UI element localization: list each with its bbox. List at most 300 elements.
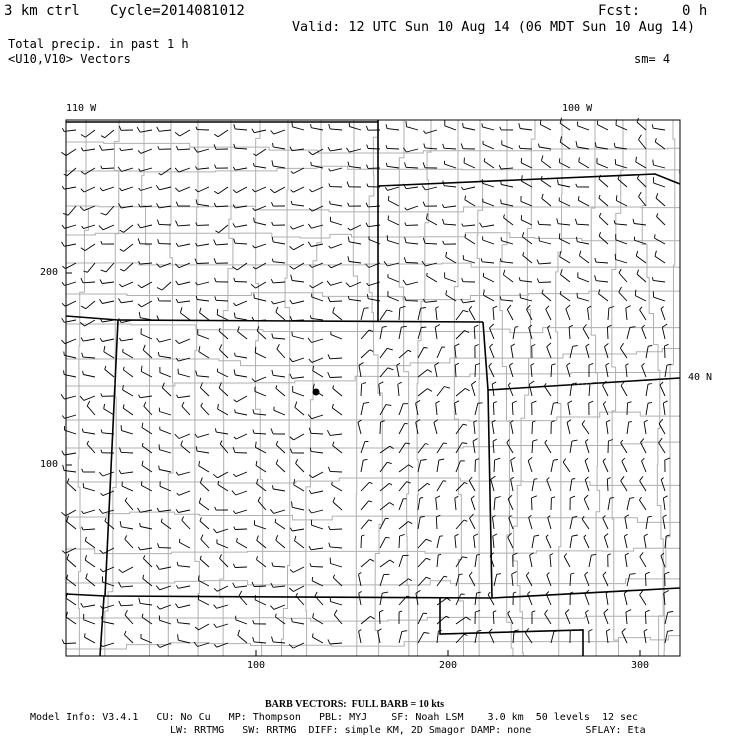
wind-barb — [570, 479, 572, 491]
wind-barb-feather — [642, 458, 645, 461]
wind-barb-feather — [362, 535, 365, 536]
wind-barb-feather — [648, 402, 652, 403]
wind-barb-feather — [367, 283, 369, 286]
wind-barb — [236, 491, 247, 495]
wind-barb — [162, 282, 171, 290]
wind-barb-feather — [585, 572, 588, 575]
wind-barb-feather — [443, 219, 445, 224]
wind-barb-feather — [481, 258, 482, 261]
county-line — [591, 120, 599, 656]
wind-barb-feather — [85, 555, 86, 560]
wind-barb — [83, 357, 95, 358]
wind-barb-feather — [105, 518, 106, 521]
wind-barb-feather — [214, 605, 217, 609]
wind-barb-feather — [463, 424, 467, 425]
wind-barb-feather — [63, 465, 64, 471]
wind-barb-feather — [599, 195, 600, 198]
wind-barb — [330, 358, 342, 359]
wind-barb — [469, 481, 475, 492]
wind-barb-feather — [120, 148, 121, 151]
wind-barb-feather — [309, 509, 312, 513]
wind-barb — [87, 263, 95, 272]
wind-barb-feather — [87, 441, 89, 444]
wind-barb — [545, 614, 551, 624]
wind-barb-feather — [534, 479, 537, 480]
wind-barb-feather — [233, 223, 235, 227]
wind-barb — [494, 460, 495, 472]
wind-barb — [646, 403, 648, 415]
wind-barb-feather — [157, 288, 162, 291]
wind-barb-feather — [348, 203, 349, 207]
wind-barb — [292, 507, 304, 510]
wind-barb — [644, 422, 646, 434]
wind-barb — [539, 224, 551, 225]
wind-barb — [141, 372, 152, 378]
wind-barb-feather — [367, 184, 368, 187]
wind-barb-feather — [620, 343, 623, 348]
wind-barb-feather — [564, 554, 567, 557]
wind-barb — [475, 593, 477, 605]
wind-barb-feather — [576, 237, 577, 242]
wind-barb-feather — [397, 363, 400, 365]
wind-barb — [142, 465, 152, 472]
county-line — [105, 120, 119, 656]
wind-barb — [235, 529, 247, 530]
wind-barb — [445, 164, 456, 168]
wind-barb — [182, 520, 190, 529]
wind-barb-feather — [334, 610, 337, 615]
wind-barb — [437, 387, 444, 397]
wind-barb — [87, 406, 95, 415]
wind-barb — [380, 422, 381, 434]
wind-barb — [67, 522, 76, 530]
wind-barb-feather — [364, 308, 369, 309]
wind-barb — [67, 168, 76, 176]
wind-barb — [217, 315, 228, 320]
wind-barb-feather — [328, 265, 331, 268]
wind-barb-feather — [271, 131, 274, 135]
wind-barb-feather — [405, 163, 407, 168]
wind-barb — [418, 483, 427, 491]
wind-barb — [124, 244, 133, 251]
county-line — [477, 120, 482, 656]
wind-barb-feather — [176, 299, 178, 303]
county-line — [66, 512, 680, 522]
wind-barb — [201, 539, 209, 548]
wind-barb-feather — [640, 307, 642, 310]
wind-barb-feather — [182, 517, 184, 521]
forecast-hour: 0 h — [682, 3, 708, 19]
wind-barb — [434, 422, 437, 434]
wind-barb — [399, 482, 407, 491]
wind-barb-feather — [82, 429, 83, 433]
wind-barb — [235, 375, 247, 377]
wind-barb — [653, 280, 665, 282]
wind-barb-feather — [194, 148, 198, 153]
wind-barb — [330, 547, 342, 548]
wind-barb — [406, 263, 418, 264]
wind-barb — [418, 370, 428, 377]
wind-barb-feather — [400, 534, 405, 536]
wind-barb — [236, 472, 247, 477]
wind-barb-feather — [252, 582, 254, 587]
wind-barb-feather — [386, 537, 390, 538]
wind-barb — [586, 613, 590, 625]
wind-barb — [436, 517, 437, 529]
wind-barb — [508, 499, 513, 510]
wind-barb-feather — [201, 403, 203, 406]
wind-barb — [292, 529, 304, 531]
wind-barb-feather — [254, 163, 255, 166]
wind-barb — [503, 275, 513, 282]
wind-barb — [255, 187, 266, 192]
wind-barb-feather — [405, 223, 406, 226]
wind-barb — [582, 519, 589, 529]
wind-barb — [418, 308, 421, 320]
wind-barb — [140, 225, 152, 228]
wind-barb-feather — [100, 606, 102, 609]
wind-barb-feather — [215, 507, 216, 510]
wind-barb-feather — [512, 401, 517, 403]
wind-barb-feather — [253, 637, 254, 642]
wind-barb — [599, 236, 608, 244]
y-tick-200: 200 — [40, 267, 59, 278]
wind-barb-feather — [159, 173, 162, 175]
wind-barb-feather — [67, 575, 68, 579]
wind-barb — [199, 624, 209, 630]
wind-barb-feather — [328, 354, 330, 358]
wind-barb-feather — [595, 258, 596, 262]
wind-barb-feather — [566, 305, 570, 309]
wind-barb — [380, 446, 390, 453]
wind-barb — [637, 179, 646, 187]
wind-barb-feather — [390, 560, 394, 563]
wind-barb-feather — [381, 421, 385, 422]
wind-barb-feather — [328, 372, 330, 377]
wind-barb-feather — [214, 134, 218, 137]
wind-barb — [388, 297, 399, 302]
wind-barb — [333, 446, 342, 454]
wind-barb-feather — [101, 136, 105, 138]
wind-barb-feather — [176, 221, 179, 226]
wind-barb-feather — [663, 515, 667, 517]
wind-barb — [540, 125, 551, 131]
wind-barb — [657, 217, 666, 226]
wind-barb-feather — [427, 214, 428, 220]
wind-barb-feather — [100, 338, 102, 341]
wind-barb — [509, 366, 513, 377]
wind-barb — [179, 339, 190, 344]
wind-barb-feather — [141, 366, 142, 372]
wind-barb-feather — [329, 124, 330, 129]
wind-barb-feather — [495, 497, 501, 499]
wind-barb-feather — [81, 306, 86, 309]
wind-barb — [560, 257, 570, 263]
wind-barb-feather — [584, 495, 588, 499]
wind-barb — [68, 206, 76, 215]
wind-barb — [425, 301, 437, 302]
wind-barb-feather — [199, 346, 200, 351]
wind-barb — [570, 574, 571, 586]
wind-barb-feather — [232, 491, 236, 495]
wind-barb — [349, 242, 361, 244]
wind-barb — [197, 204, 209, 206]
wind-barb — [511, 460, 513, 472]
wind-barb — [159, 130, 171, 131]
wind-barb — [197, 282, 209, 285]
wind-barb — [123, 408, 133, 415]
wind-barb-feather — [428, 370, 432, 373]
wind-barb-feather — [424, 348, 428, 349]
wind-barb-feather — [444, 576, 447, 577]
wind-barb — [616, 164, 627, 168]
wind-barb — [359, 593, 361, 605]
wind-barb — [388, 187, 400, 190]
wind-barb — [125, 539, 133, 548]
wind-barb — [444, 148, 456, 149]
wind-barb-feather — [329, 183, 330, 186]
wind-barb-feather — [493, 439, 497, 441]
wind-barb-feather — [474, 325, 478, 327]
wind-barb — [178, 623, 190, 624]
wind-barb-feather — [369, 520, 372, 521]
wind-barb — [530, 555, 532, 567]
wind-barb — [85, 130, 95, 137]
wind-barb — [577, 224, 589, 225]
wind-barb-feather — [214, 588, 217, 591]
wind-barb — [532, 498, 533, 510]
wind-barb — [644, 631, 646, 643]
wind-barb-feather — [124, 631, 126, 635]
wind-barb — [399, 404, 403, 415]
wind-barb — [577, 242, 589, 244]
wind-barb — [625, 517, 627, 529]
wind-barb — [399, 556, 403, 567]
wind-barb-feather — [215, 296, 216, 300]
wind-barb-feather — [576, 141, 577, 147]
wind-barb-feather — [348, 162, 349, 167]
wind-barb-feather — [257, 556, 258, 559]
wind-barb — [103, 643, 114, 647]
wind-barb-feather — [359, 363, 364, 366]
wind-barb — [121, 149, 133, 151]
wind-barb — [83, 605, 95, 607]
wind-barb — [654, 297, 665, 301]
wind-barb-feather — [100, 280, 102, 284]
wind-barb — [558, 224, 570, 225]
wind-barb — [398, 384, 399, 396]
wind-barb — [527, 309, 533, 320]
wind-barb — [618, 179, 627, 187]
wind-barb-feather — [405, 237, 407, 243]
wind-barb-feather — [511, 477, 514, 479]
wind-barb — [235, 413, 247, 415]
wind-barb-feather — [86, 574, 88, 579]
wind-barb — [435, 327, 437, 339]
wind-barb — [606, 365, 608, 377]
wind-barb — [140, 603, 152, 605]
wind-barb-feather — [440, 536, 443, 537]
wind-barb — [599, 198, 608, 206]
wind-barb — [349, 149, 361, 152]
wind-barb-feather — [308, 224, 311, 228]
wind-barb-feather — [234, 239, 235, 244]
wind-barb — [143, 350, 152, 358]
wind-barb — [654, 183, 665, 187]
wind-barb — [663, 403, 665, 415]
wind-barb — [482, 127, 494, 130]
wind-barb — [532, 422, 533, 434]
wind-barb — [616, 201, 627, 207]
county-line — [664, 120, 675, 656]
wind-barb-feather — [120, 249, 124, 251]
wind-barb-feather — [220, 554, 222, 558]
wind-barb-feather — [595, 275, 597, 280]
wind-barb — [294, 485, 304, 491]
wind-barb-feather — [313, 633, 314, 637]
county-line — [399, 120, 410, 656]
wind-barb — [237, 396, 247, 402]
wind-barb — [627, 422, 629, 434]
wind-barb-feather — [513, 592, 516, 593]
wind-barb-feather — [125, 610, 127, 615]
wind-barb-feather — [80, 207, 84, 211]
wind-barb-feather — [215, 278, 217, 282]
wind-barb-feather — [330, 201, 331, 204]
wind-barb — [418, 348, 424, 359]
wind-barb — [661, 309, 665, 320]
wind-barb — [455, 346, 456, 358]
wind-barb-feather — [426, 558, 430, 560]
wind-barb-feather — [551, 497, 555, 498]
wind-barb-feather — [559, 233, 560, 238]
wind-barb — [276, 445, 285, 453]
wind-barb-feather — [625, 553, 629, 555]
wind-barb — [494, 498, 495, 510]
wind-barb — [564, 557, 570, 568]
wind-barb — [358, 422, 361, 434]
wind-barb — [256, 263, 266, 269]
wind-barb-feather — [626, 364, 629, 365]
wind-barb-feather — [404, 257, 406, 262]
wind-barb — [361, 536, 362, 548]
wind-barb — [546, 537, 551, 548]
wind-barb — [217, 624, 229, 628]
wind-barb-feather — [99, 226, 103, 230]
wind-barb-feather — [120, 521, 121, 527]
wind-barb-feather — [469, 306, 472, 309]
wind-barb-feather — [624, 534, 627, 536]
wind-barb — [634, 224, 646, 226]
wind-barb — [160, 412, 172, 416]
barb-legend: BARB VECTORS: FULL BARB = 10 kts — [265, 699, 444, 710]
wind-barb — [197, 376, 209, 377]
wind-barb-feather — [640, 476, 643, 480]
wind-barb-feather — [584, 535, 586, 537]
wind-barb-feather — [81, 171, 85, 174]
wind-barb — [311, 510, 323, 513]
wind-barb — [142, 446, 152, 453]
wind-barb — [437, 481, 443, 491]
wind-barb — [121, 452, 133, 453]
wind-barb — [582, 424, 589, 434]
wind-barb-feather — [455, 534, 459, 536]
wind-barb-feather — [471, 496, 474, 499]
wind-barb — [141, 638, 152, 643]
wind-barb — [330, 301, 342, 302]
wind-barb-feather — [196, 371, 197, 376]
wind-barb — [86, 301, 95, 309]
wind-barb-feather — [294, 479, 295, 485]
wind-barb-feather — [386, 405, 391, 406]
wind-barb-feather — [309, 546, 311, 550]
wind-barb-feather — [139, 188, 141, 191]
wind-barb — [399, 465, 409, 472]
wind-barb — [274, 510, 286, 513]
wind-barb — [84, 225, 95, 229]
wind-barb — [361, 559, 370, 567]
wind-barb-feather — [534, 535, 539, 536]
wind-barb — [180, 130, 190, 136]
wind-barb — [626, 365, 627, 377]
wind-barb — [160, 450, 172, 453]
wind-barb-feather — [271, 279, 273, 283]
wind-barb — [140, 130, 152, 132]
wind-barb — [569, 327, 570, 339]
wind-barb — [181, 445, 190, 453]
wind-barb-feather — [233, 190, 236, 193]
wind-barb — [585, 461, 589, 472]
wind-barb — [361, 308, 364, 320]
wind-barb — [469, 576, 475, 587]
wind-barb-feather — [234, 303, 236, 306]
wind-barb-feather — [328, 297, 330, 302]
wind-barb — [406, 167, 418, 168]
wind-barb-feather — [329, 246, 331, 248]
wind-barb-feather — [538, 221, 539, 225]
wind-barb-feather — [235, 409, 236, 412]
wind-barb — [484, 161, 494, 168]
wind-barb — [274, 410, 285, 415]
wind-barb — [608, 308, 609, 320]
wind-barb — [102, 339, 114, 342]
wind-barb — [463, 225, 475, 226]
wind-barb — [492, 422, 494, 434]
wind-barb-feather — [582, 420, 585, 424]
wind-barb-feather — [276, 535, 278, 540]
wind-barb-feather — [315, 592, 317, 596]
wind-barb-feather — [272, 222, 273, 225]
wind-barb — [483, 183, 494, 187]
wind-barb — [547, 347, 551, 358]
wind-barb-feather — [614, 143, 615, 147]
wind-barb — [456, 520, 464, 529]
wind-barb-feather — [215, 165, 217, 169]
wind-barb — [532, 479, 534, 491]
wind-barb-feather — [105, 366, 106, 370]
wind-barb-feather — [196, 446, 197, 451]
wind-barb — [493, 441, 494, 453]
wind-barb — [67, 483, 76, 491]
wind-barb-feather — [308, 414, 312, 418]
wind-barb — [199, 466, 209, 472]
wind-barb — [482, 262, 494, 263]
wind-barb — [198, 434, 210, 437]
wind-barb — [235, 567, 247, 568]
wind-barb-feather — [157, 220, 159, 225]
wind-barb — [380, 593, 382, 605]
wind-barb — [197, 263, 209, 264]
